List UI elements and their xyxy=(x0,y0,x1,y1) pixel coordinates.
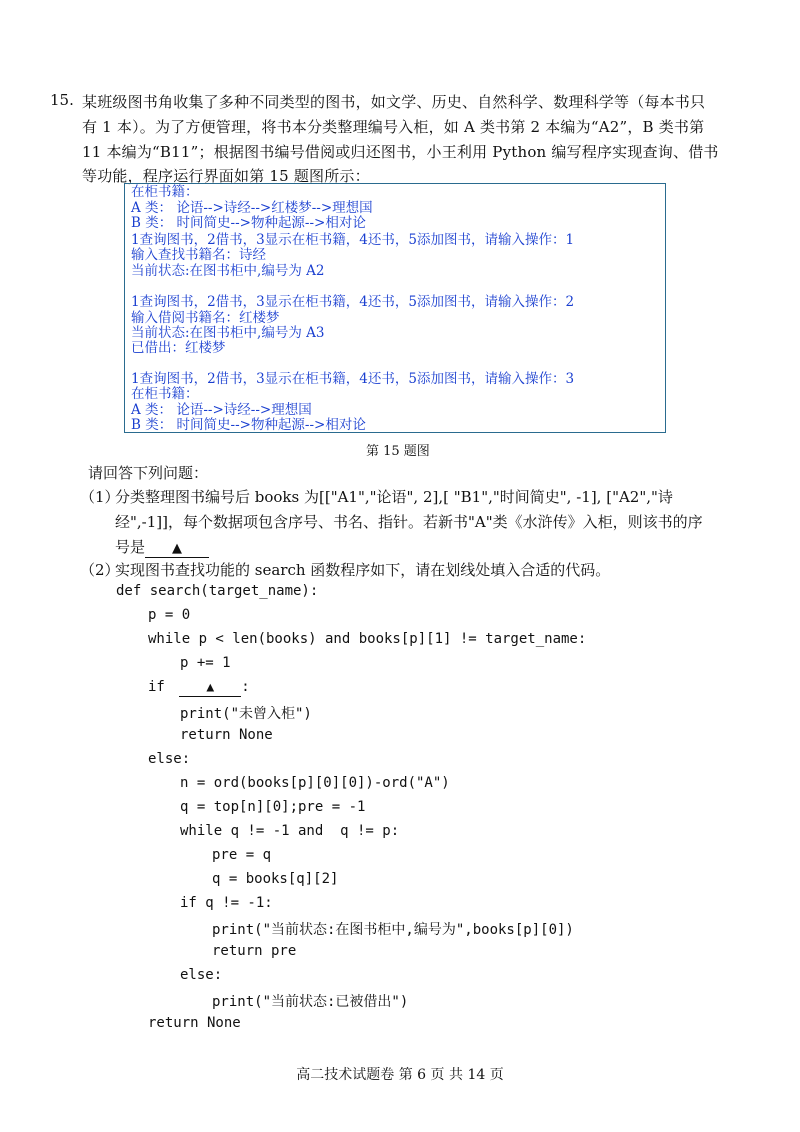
figure-line: 已借出：红楼梦 xyxy=(131,340,226,356)
question-number: 15. xyxy=(50,91,74,109)
code-line: if q != -1: xyxy=(180,895,273,911)
part2-label: （2） xyxy=(80,561,120,579)
figure-line: B 类： 时间简史-->物种起源-->相对论 xyxy=(131,215,366,231)
code-line: else: xyxy=(180,967,223,983)
code-line: print("当前状态:在图书柜中,编号为",books[p][0]) xyxy=(212,922,574,938)
figure-line: 输入查找书籍名：诗经 xyxy=(131,247,266,263)
figure-caption: 第 15 题图 xyxy=(366,444,430,459)
figure-line: 在柜书籍： xyxy=(131,184,199,200)
figure-line: 当前状态:在图书柜中,编号为 A3 xyxy=(131,325,325,341)
code-if-keyword: if xyxy=(148,679,174,695)
part2-text: 实现图书查找功能的 search 函数程序如下，请在划线处填入合适的代码。 xyxy=(115,561,611,579)
question-stem-line-1: 某班级图书角收集了多种不同类型的图书，如文学、历史、自然科学、数理科学等（每本书只 xyxy=(82,93,706,111)
question-stem-line-2: 有 1 本）。为了方便管理，将书本分类整理编号入柜，如 A 类书第 2 本编为“A2”，B 类书第 xyxy=(82,118,705,136)
figure-line: 1查询图书，2借书，3显示在柜书籍，4还书，5添加图书，请输入操作：3 xyxy=(131,371,575,387)
code-line: else: xyxy=(148,751,191,767)
figure-line: A 类： 论语-->诗经-->理想国 xyxy=(131,402,312,418)
part1-line3-prefix: 号是 xyxy=(115,538,146,556)
part1-line-3 xyxy=(115,536,209,558)
question-stem-line-3: 11 本编为“B11”；根据图书编号借阅或归还图书，小王利用 Python 编写程序实现查询、借书 xyxy=(82,143,719,161)
page-footer: 高二技术试题卷 第 6 页 共 14 页 xyxy=(296,1067,504,1083)
code-line: q = top[n][0];pre = -1 xyxy=(180,799,366,815)
figure-line: 输入借阅书籍名：红楼梦 xyxy=(131,310,280,326)
part1-line-1: 分类整理图书编号后 books 为[["A1","论语", 2],[ "B1","时间简史", -1], ["A2","诗 xyxy=(115,488,673,506)
code-line: p += 1 xyxy=(180,655,231,671)
answer-blank-1[interactable]: ▲ xyxy=(145,541,209,558)
code-line: return None xyxy=(148,1015,241,1031)
figure-line: 在柜书籍： xyxy=(131,386,199,402)
code-line: n = ord(books[p][0][0])-ord("A") xyxy=(180,775,450,791)
part1-line-2: 经",-1]]，每个数据项包含序号、书名、指针。若新书"A"类《水浒传》入柜，则该书的序 xyxy=(115,513,703,531)
figure-line: A 类： 论语-->诗经-->红楼梦-->理想国 xyxy=(131,200,373,216)
program-output-figure xyxy=(124,183,666,433)
answer-blank-2[interactable]: ▲ xyxy=(179,680,241,697)
prompt-text: 请回答下列问题： xyxy=(88,464,209,482)
code-line-with-blank xyxy=(148,679,250,697)
figure-line: 当前状态:在图书柜中,编号为 A2 xyxy=(131,263,325,279)
code-line: q = books[q][2] xyxy=(212,871,339,887)
code-line: return pre xyxy=(212,943,297,959)
code-line: def search(target_name): xyxy=(116,583,319,599)
code-line: print("未曾入柜") xyxy=(180,706,312,722)
code-line: pre = q xyxy=(212,847,272,863)
figure-line: B 类： 时间简史-->物种起源-->相对论 xyxy=(131,417,366,433)
code-line: while p < len(books) and books[p][1] != target_name: xyxy=(148,631,587,647)
part1-label: （1） xyxy=(80,488,120,506)
code-line: return None xyxy=(180,727,273,743)
code-line: print("当前状态:已被借出") xyxy=(212,994,409,1010)
code-line: while q != -1 and q != p: xyxy=(180,823,400,839)
figure-line: 1查询图书，2借书，3显示在柜书籍，4还书，5添加图书，请输入操作：2 xyxy=(131,294,575,310)
code-colon: : xyxy=(241,679,250,695)
question-stem-line-4: 等功能，程序运行界面如第 15 题图所示： xyxy=(82,167,370,185)
code-line: p = 0 xyxy=(148,607,191,623)
figure-line: 1查询图书，2借书，3显示在柜书籍，4还书，5添加图书，请输入操作：1 xyxy=(131,232,575,248)
